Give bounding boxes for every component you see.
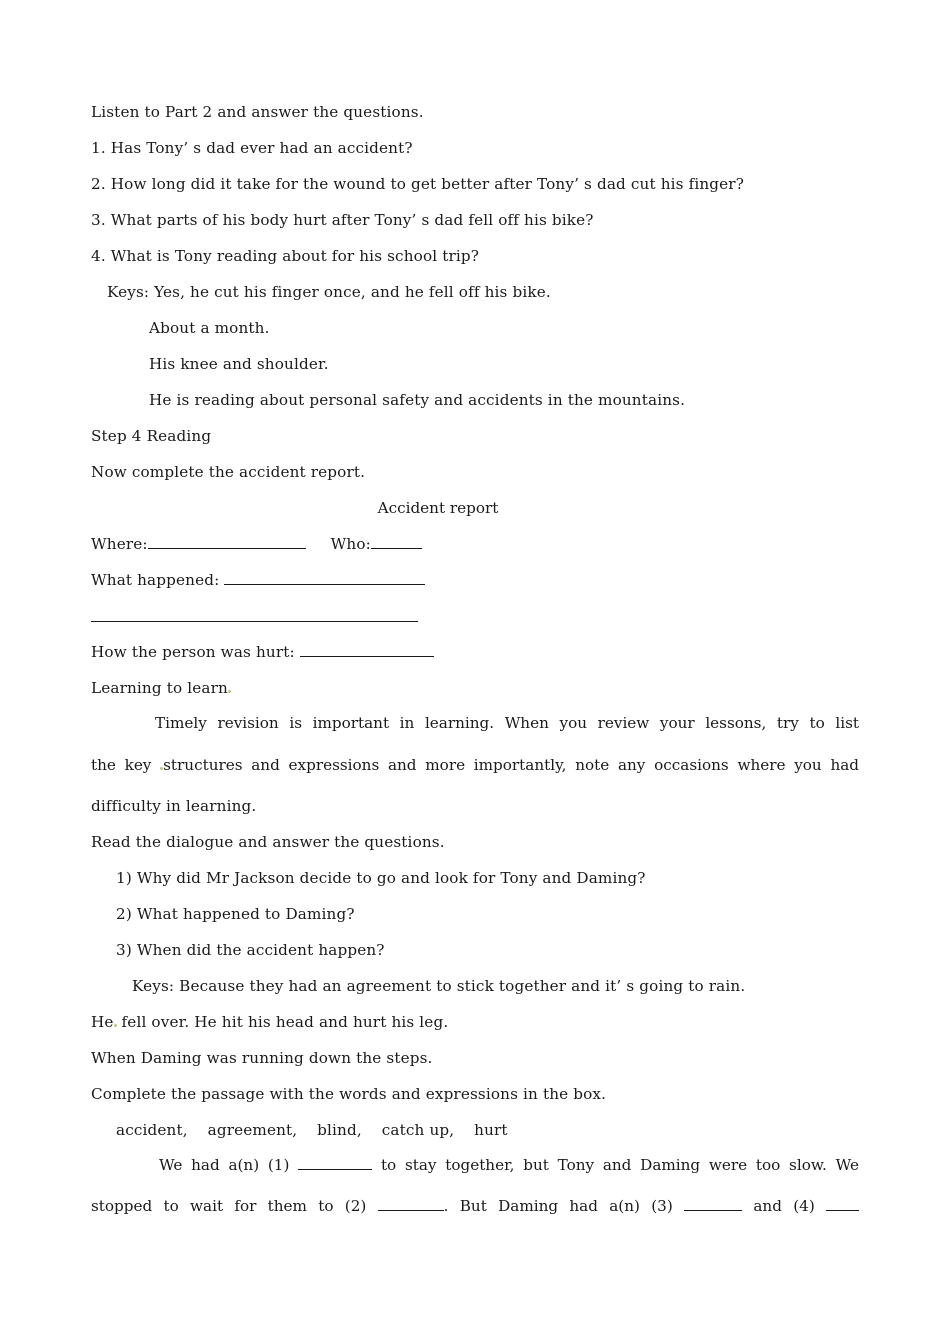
passage-line-2-a: stopped to wait for them to (2) xyxy=(91,1197,367,1215)
passage-instruction: Complete the passage with the words and expressions in the box. xyxy=(91,1085,607,1103)
passage-blank-4[interactable] xyxy=(826,1196,859,1211)
word-box-item: blind, xyxy=(317,1121,362,1139)
word-box-item: accident, xyxy=(116,1121,188,1139)
word-box-item: catch up, xyxy=(381,1121,455,1139)
dialogue-keys-line-3: When Daming was running down the steps. xyxy=(91,1049,433,1067)
report-what-blank-continued[interactable] xyxy=(91,621,418,622)
report-who-blank[interactable] xyxy=(371,534,422,549)
part2-question-2: 2. How long did it take for the wound to get better after Tony’ s dad cut his finger? xyxy=(91,175,744,193)
passage-line-1 xyxy=(159,1155,859,1175)
learning-para-line-1: Timely revision is important in learning. When you review your lessons, try to list xyxy=(155,714,859,732)
report-what-label: What happened: xyxy=(91,571,220,589)
dialogue-keys-line-2-b: fell over. He hit his head and hurt his leg. xyxy=(121,1013,449,1031)
report-what-blank[interactable] xyxy=(224,570,425,585)
step4-instruction: Now complete the accident report. xyxy=(91,463,366,481)
learning-para-line-3: difficulty in learning. xyxy=(91,797,257,815)
passage-blank-1[interactable] xyxy=(298,1155,372,1170)
passage-line-2-c: and (4) xyxy=(753,1197,815,1215)
passage-blank-2[interactable] xyxy=(378,1196,444,1211)
report-how-line xyxy=(91,642,434,662)
step4-title: Step 4 Reading xyxy=(91,427,212,445)
part2-key-3: His knee and shoulder. xyxy=(149,355,329,373)
part2-key-4: He is reading about personal safety and accidents in the mountains. xyxy=(149,391,686,409)
part2-key-2: About a month. xyxy=(149,319,270,337)
report-where-label: Where: xyxy=(91,535,148,553)
report-how-blank[interactable] xyxy=(300,642,434,657)
passage-line-1-b: to stay together, but Tony and Daming were too slow. We xyxy=(380,1156,859,1174)
learning-para-line-2 xyxy=(91,755,859,775)
part2-instruction: Listen to Part 2 and answer the questions. xyxy=(91,103,424,121)
learning-para-line-2-b: structures and expressions and more importantly, note any occasions where you had xyxy=(163,756,860,774)
dialogue-keys-line-2-a: He xyxy=(91,1013,114,1031)
passage-line-2-b: . But Daming had a(n) (3) xyxy=(443,1197,673,1215)
part2-question-4: 4. What is Tony reading about for his school trip? xyxy=(91,247,480,265)
word-box xyxy=(116,1120,508,1140)
part2-key-1: Yes, he cut his finger once, and he fell off his bike. xyxy=(154,283,551,301)
dialogue-keys-line-2 xyxy=(91,1012,448,1032)
part2-question-1: 1. Has Tony’ s dad ever had an accident? xyxy=(91,139,413,157)
dialogue-question-3: 3) When did the accident happen? xyxy=(116,941,385,959)
dialogue-question-2: 2) What happened to Daming? xyxy=(116,905,355,923)
marker-dot xyxy=(228,690,231,693)
dialogue-instruction: Read the dialogue and answer the questions. xyxy=(91,833,445,851)
learning-para-line-2-a: the key xyxy=(91,756,152,774)
word-box-item: agreement, xyxy=(207,1121,298,1139)
learning-title-text-b: rn xyxy=(210,679,228,697)
report-title: Accident report xyxy=(377,499,499,517)
passage-line-2 xyxy=(91,1196,859,1216)
learning-title-text-a: Learning to lea xyxy=(91,679,211,697)
part2-keys-label: Keys: xyxy=(107,283,150,301)
passage-blank-3[interactable] xyxy=(684,1196,742,1211)
passage-line-1-a: We had a(n) (1) xyxy=(159,1156,290,1174)
dialogue-keys-line-1: Keys: Because they had an agreement to stick together and it’ s going to rain. xyxy=(132,977,746,995)
part2-question-3: 3. What parts of his body hurt after Tony’ s dad fell off his bike? xyxy=(91,211,594,229)
marker-dot xyxy=(114,1024,117,1027)
report-how-label: How the person was hurt: xyxy=(91,643,295,661)
word-box-item: hurt xyxy=(474,1121,508,1139)
learning-title xyxy=(91,678,231,698)
report-where-blank[interactable] xyxy=(148,534,306,549)
report-where-who-line xyxy=(91,534,422,554)
dialogue-question-1: 1) Why did Mr Jackson decide to go and look for Tony and Daming? xyxy=(116,869,646,887)
part2-keys-line xyxy=(107,282,551,302)
report-what-line xyxy=(91,570,425,590)
report-who-label: Who: xyxy=(330,535,371,553)
